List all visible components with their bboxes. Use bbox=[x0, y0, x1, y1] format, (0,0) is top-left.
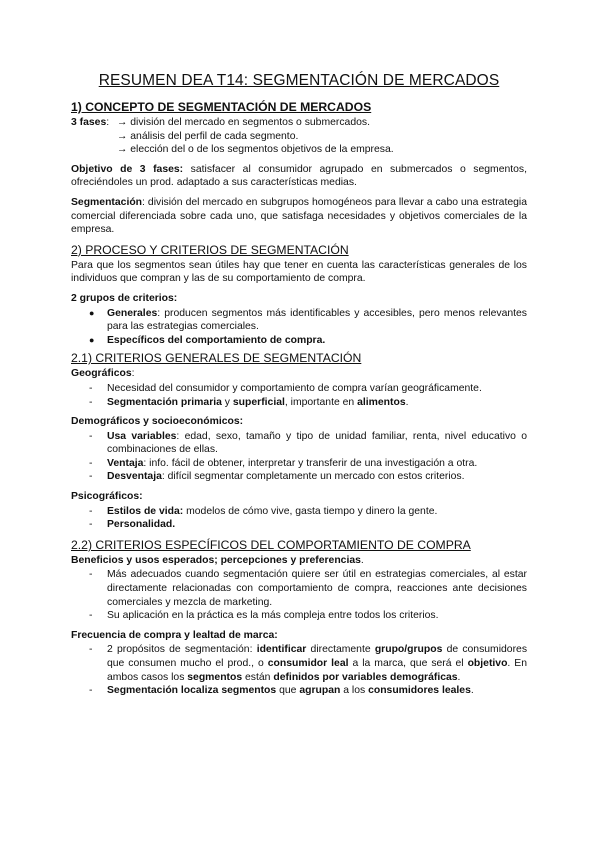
section-2-1-heading: 2.1) CRITERIOS GENERALES DE SEGMENTACIÓN bbox=[71, 351, 362, 366]
list-item: - Necesidad del consumidor y comportamiento de compra varían geográficamente. bbox=[89, 382, 527, 396]
list-item: ● Generales: producen segmentos más identificables y accesibles, pero menos relevantes para las estrategias comerciales. bbox=[89, 307, 527, 334]
fases-list bbox=[71, 116, 527, 157]
section-2-2-heading: 2.2) CRITERIOS ESPECÍFICOS DEL COMPORTAMIENTO DE COMPRA bbox=[71, 537, 471, 552]
section-2-intro: Para que los segmentos sean útiles hay que tener en cuenta las características generales de los individuos que compran y las de su comportamiento de compra. bbox=[71, 259, 527, 285]
list-item: - Más adecuados cuando segmentación quiere ser útil en estrategias comerciales, al estar directamente relacionadas con comportamiento de compra, reacciones ante decisiones comerciales y mezcla de marketing. bbox=[89, 568, 527, 609]
geograficos-list bbox=[71, 382, 527, 409]
fase-row: 3 fases: → división del mercado en segmentos o submercados. bbox=[71, 117, 370, 128]
document-page bbox=[71, 72, 527, 704]
document-title: RESUMEN DEA T14: SEGMENTACIÓN DE MERCADOS bbox=[98, 72, 500, 89]
list-item: - 2 propósitos de segmentación: identificar directamente grupo/grupos de consumidores que consumen mucho el prod., o consumidor leal a la marca, que será el objetivo. En ambos casos los segmentos están definidos por variables demográficas. bbox=[89, 643, 527, 684]
section-2-heading: 2) PROCESO Y CRITERIOS DE SEGMENTACIÓN bbox=[71, 242, 349, 257]
list-item: - Segmentación localiza segmentos que agrupan a los consumidores leales. bbox=[89, 684, 527, 698]
beneficios-label: Beneficios y usos esperados; percepciones y preferencias. bbox=[71, 554, 364, 566]
psicograficos-list bbox=[71, 505, 527, 532]
list-item: - Personalidad. bbox=[89, 518, 527, 532]
beneficios-list bbox=[71, 568, 527, 622]
list-item: - Desventaja: difícil segmentar completamente un mercado con estos criterios. bbox=[89, 470, 527, 484]
list-item: ● Específicos del comportamiento de compra. bbox=[89, 334, 527, 348]
demograficos-list bbox=[71, 430, 527, 484]
fase-3: → elección del o de los segmentos objetivos de la empresa. bbox=[117, 144, 394, 156]
demograficos-label: Demográficos y socioeconómicos: bbox=[71, 416, 244, 428]
psicograficos-label: Psicográficos: bbox=[71, 491, 143, 503]
fase-2: → análisis del perfil de cada segmento. bbox=[117, 130, 299, 142]
grupos-list bbox=[71, 307, 527, 348]
frecuencia-label: Frecuencia de compra y lealtad de marca: bbox=[71, 629, 278, 641]
fase-1: → división del mercado en segmentos o submercados. bbox=[117, 117, 370, 128]
segmentacion-paragraph: Segmentación: división del mercado en subgrupos homogéneos para llevar a cabo una estrategia comercial diferenciada sobre cada uno, que satisfaga necesidades y objetivos comerciales de la empresa. bbox=[71, 196, 527, 236]
fases-label: 3 fases bbox=[71, 117, 107, 128]
list-item: - Ventaja: info. fácil de obtener, interpretar y transferir de una investigación a otra. bbox=[89, 457, 527, 471]
list-item: - Estilos de vida: modelos de cómo vive, gasta tiempo y dinero la gente. bbox=[89, 505, 527, 519]
geograficos-label: Geográficos: bbox=[71, 368, 135, 380]
section-1-heading: 1) CONCEPTO DE SEGMENTACIÓN DE MERCADOS bbox=[71, 100, 372, 114]
objetivo-paragraph: Objetivo de 3 fases: satisfacer al consumidor agrupado en submercados o segmentos, ofreciéndoles un prod. adaptado a sus características medias. bbox=[71, 163, 527, 189]
list-item: - Su aplicación en la práctica es la más compleja entre todos los criterios. bbox=[89, 609, 527, 623]
frecuencia-list bbox=[71, 643, 527, 697]
list-item: - Usa variables: edad, sexo, tamaño y tipo de unidad familiar, renta, nivel educativo o combinaciones de ellas. bbox=[89, 430, 527, 457]
grupos-label: 2 grupos de criterios: bbox=[71, 292, 178, 304]
list-item: - Segmentación primaria y superficial, importante en alimentos. bbox=[89, 396, 527, 410]
